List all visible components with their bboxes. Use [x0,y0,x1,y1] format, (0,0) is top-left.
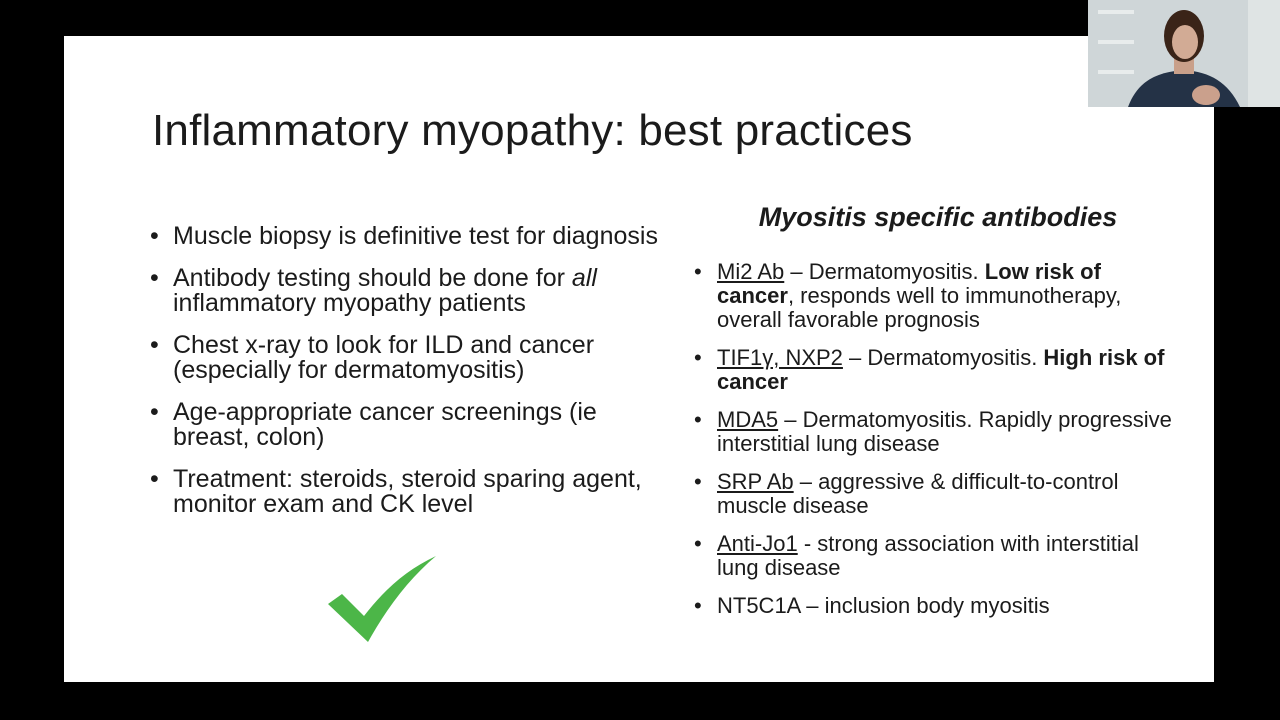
antibodies-heading: Myositis specific antibodies [758,202,1118,232]
list-item: • Muscle biopsy is definitive test for diagnosis [150,224,670,249]
presentation-slide [64,36,1214,682]
list-item: • Treatment: steroids, steroid sparing agent, monitor exam and CK level [150,467,670,517]
antibody-name: TIF1γ, NXP2 [717,345,843,370]
list-item: • Mi2 Ab – Dermatomyositis. Low risk of cancer, responds well to immunotherapy, overall favorable prognosis [694,260,1184,332]
antibody-name: Anti-Jo1 [717,531,798,556]
list-item: • Chest x-ray to look for ILD and cancer (especially for dermatomyositis) [150,333,670,383]
antibodies-list [694,260,1184,632]
list-item: • Age-appropriate cancer screenings (ie breast, colon) [150,400,670,450]
list-item: • Antibody testing should be done for all inflammatory myopathy patients [150,266,670,316]
checkmark-icon [326,554,438,646]
list-item: • SRP Ab – aggressive & difficult-to-control muscle disease [694,470,1184,518]
antibody-name: SRP Ab [717,469,794,494]
list-item: • MDA5 – Dermatomyositis. Rapidly progressive interstitial lung disease [694,408,1184,456]
list-item: • NT5C1A – inclusion body myositis [694,594,1184,618]
antibody-name: NT5C1A [717,593,801,618]
list-item: • TIF1γ, NXP2 – Dermatomyositis. High risk of cancer [694,346,1184,394]
best-practices-list [150,224,670,534]
presenter-video[interactable] [1088,0,1280,107]
antibody-name: Mi2 Ab [717,259,785,284]
antibody-name: MDA5 [717,407,779,432]
list-item: • Anti-Jo1 - strong association with interstitial lung disease [694,532,1184,580]
presenter-video-image [1088,0,1280,107]
slide-title: Inflammatory myopathy: best practices [152,106,913,155]
